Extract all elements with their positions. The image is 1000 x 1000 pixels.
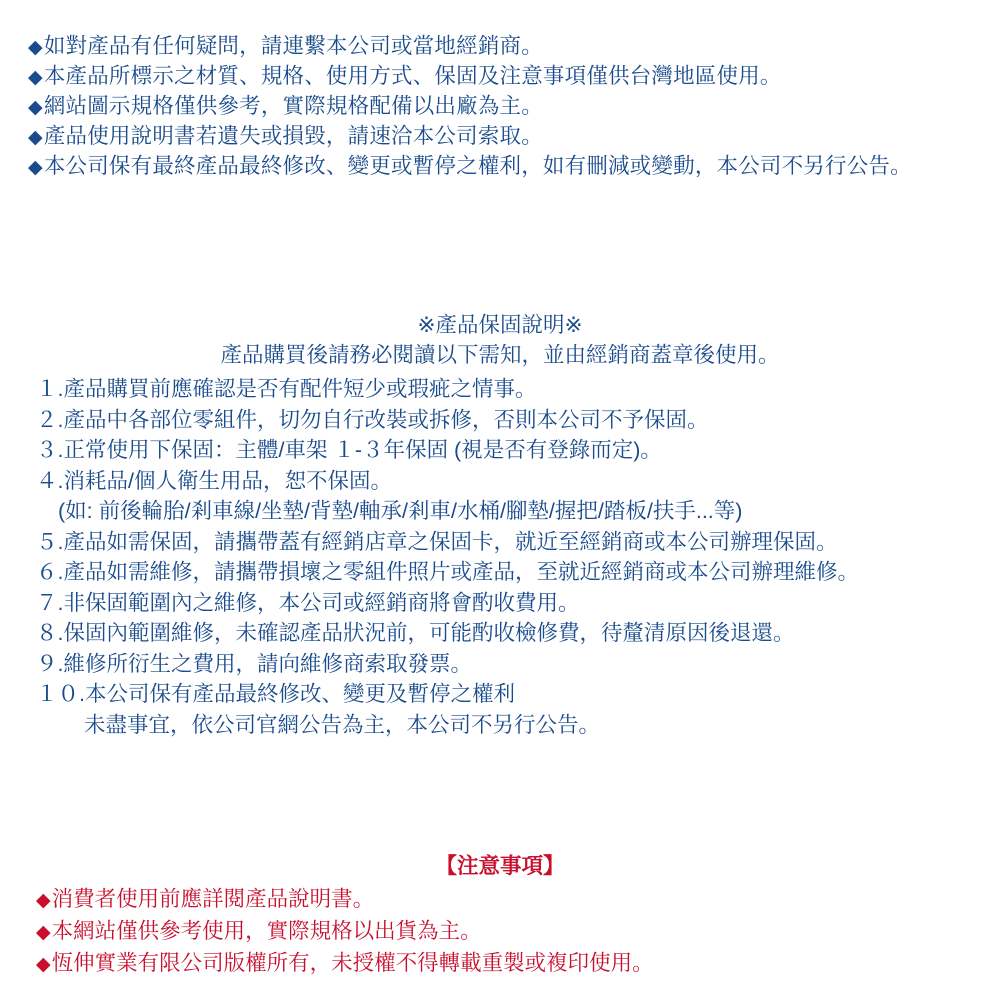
list-item-note: (如: 前後輪胎/剎車線/坐墊/背墊/軸承/剎車/水桶/腳墊/握把/踏板/扶手...等)	[58, 499, 743, 523]
diamond-bullet-icon: ◆	[36, 890, 51, 911]
caution-line	[36, 916, 1000, 948]
caution-line	[36, 948, 1000, 980]
cautions-heading: 【注意事項】	[435, 854, 565, 878]
note-text: 本產品所標示之材質、規格、使用方式、保固及注意事項僅供台灣地區使用。	[43, 64, 782, 88]
warranty-subtitle: 產品購買後請務必閱讀以下需知，並由經銷商蓋章後使用。	[220, 343, 780, 367]
warranty-section	[0, 310, 1000, 740]
note-text: 如對產品有任何疑問，請連繫本公司或當地經銷商。	[43, 34, 543, 58]
note-text: 網站圖示規格僅供參考，實際規格配備以出廠為主。	[43, 94, 543, 118]
caution-text: 本網站僅供參考使用，實際規格以出貨為主。	[51, 919, 482, 943]
note-line	[28, 32, 990, 62]
cautions-section	[0, 852, 1000, 980]
note-line	[28, 152, 990, 182]
warranty-list	[0, 374, 1000, 740]
caution-text: 恆伸實業有限公司版權所有，未授權不得轉載重製或複印使用。	[51, 951, 654, 975]
list-item: ２.產品中各部位零組件，切勿自行改裝或拆修，否則本公司不予保固。	[36, 407, 709, 432]
list-item: ５.產品如需保固，請攜帶蓋有經銷店章之保固卡，就近至經銷商或本公司辦理保固。	[36, 529, 838, 554]
diamond-bullet-icon: ◆	[28, 37, 43, 58]
note-text: 產品使用說明書若遺失或損毀，請速洽本公司索取。	[43, 124, 543, 148]
caution-line	[36, 884, 1000, 916]
list-item: ６.產品如需維修，請攜帶損壞之零組件照片或產品，至就近經銷商或本公司辦理維修。	[36, 560, 859, 584]
cautions-list	[0, 884, 1000, 980]
top-notes-section	[28, 32, 990, 182]
list-item: ４.消耗品/個人衛生用品，恕不保固。	[36, 468, 392, 493]
caution-text: 消費者使用前應詳閱產品說明書。	[51, 887, 375, 911]
list-item: ３.正常使用下保固：主體/車架 １-３年保固 (視是否有登錄而定)。	[36, 438, 662, 462]
note-text: 本公司保有最終產品最終修改、變更或暫停之權利，如有刪減或變動，本公司不另行公告。	[43, 154, 912, 178]
diamond-bullet-icon: ◆	[36, 922, 51, 943]
warranty-title: ※產品保固說明※	[417, 313, 583, 337]
diamond-bullet-icon: ◆	[28, 157, 43, 178]
diamond-bullet-icon: ◆	[28, 97, 43, 118]
diamond-bullet-icon: ◆	[28, 127, 43, 148]
diamond-bullet-icon: ◆	[36, 954, 51, 975]
list-item: ８.保固內範圍維修，未確認產品狀況前，可能酌收檢修費，待釐清原因後退還。	[36, 621, 795, 645]
list-item: １０.本公司保有產品最終修改、變更及暫停之權利	[36, 682, 515, 706]
note-line	[28, 62, 990, 92]
note-line	[28, 122, 990, 152]
diamond-bullet-icon: ◆	[28, 67, 43, 88]
list-item-continuation: 未盡事宜，依公司官網公告為主，本公司不另行公告。	[84, 712, 601, 737]
list-item: １.產品購買前應確認是否有配件短少或瑕疵之情事。	[36, 377, 537, 401]
list-item: ７.非保固範圍內之維修，本公司或經銷商將會酌收費用。	[36, 590, 580, 615]
list-item: ９.維修所衍生之費用，請向維修商索取發票。	[36, 651, 472, 676]
note-line	[28, 92, 990, 122]
